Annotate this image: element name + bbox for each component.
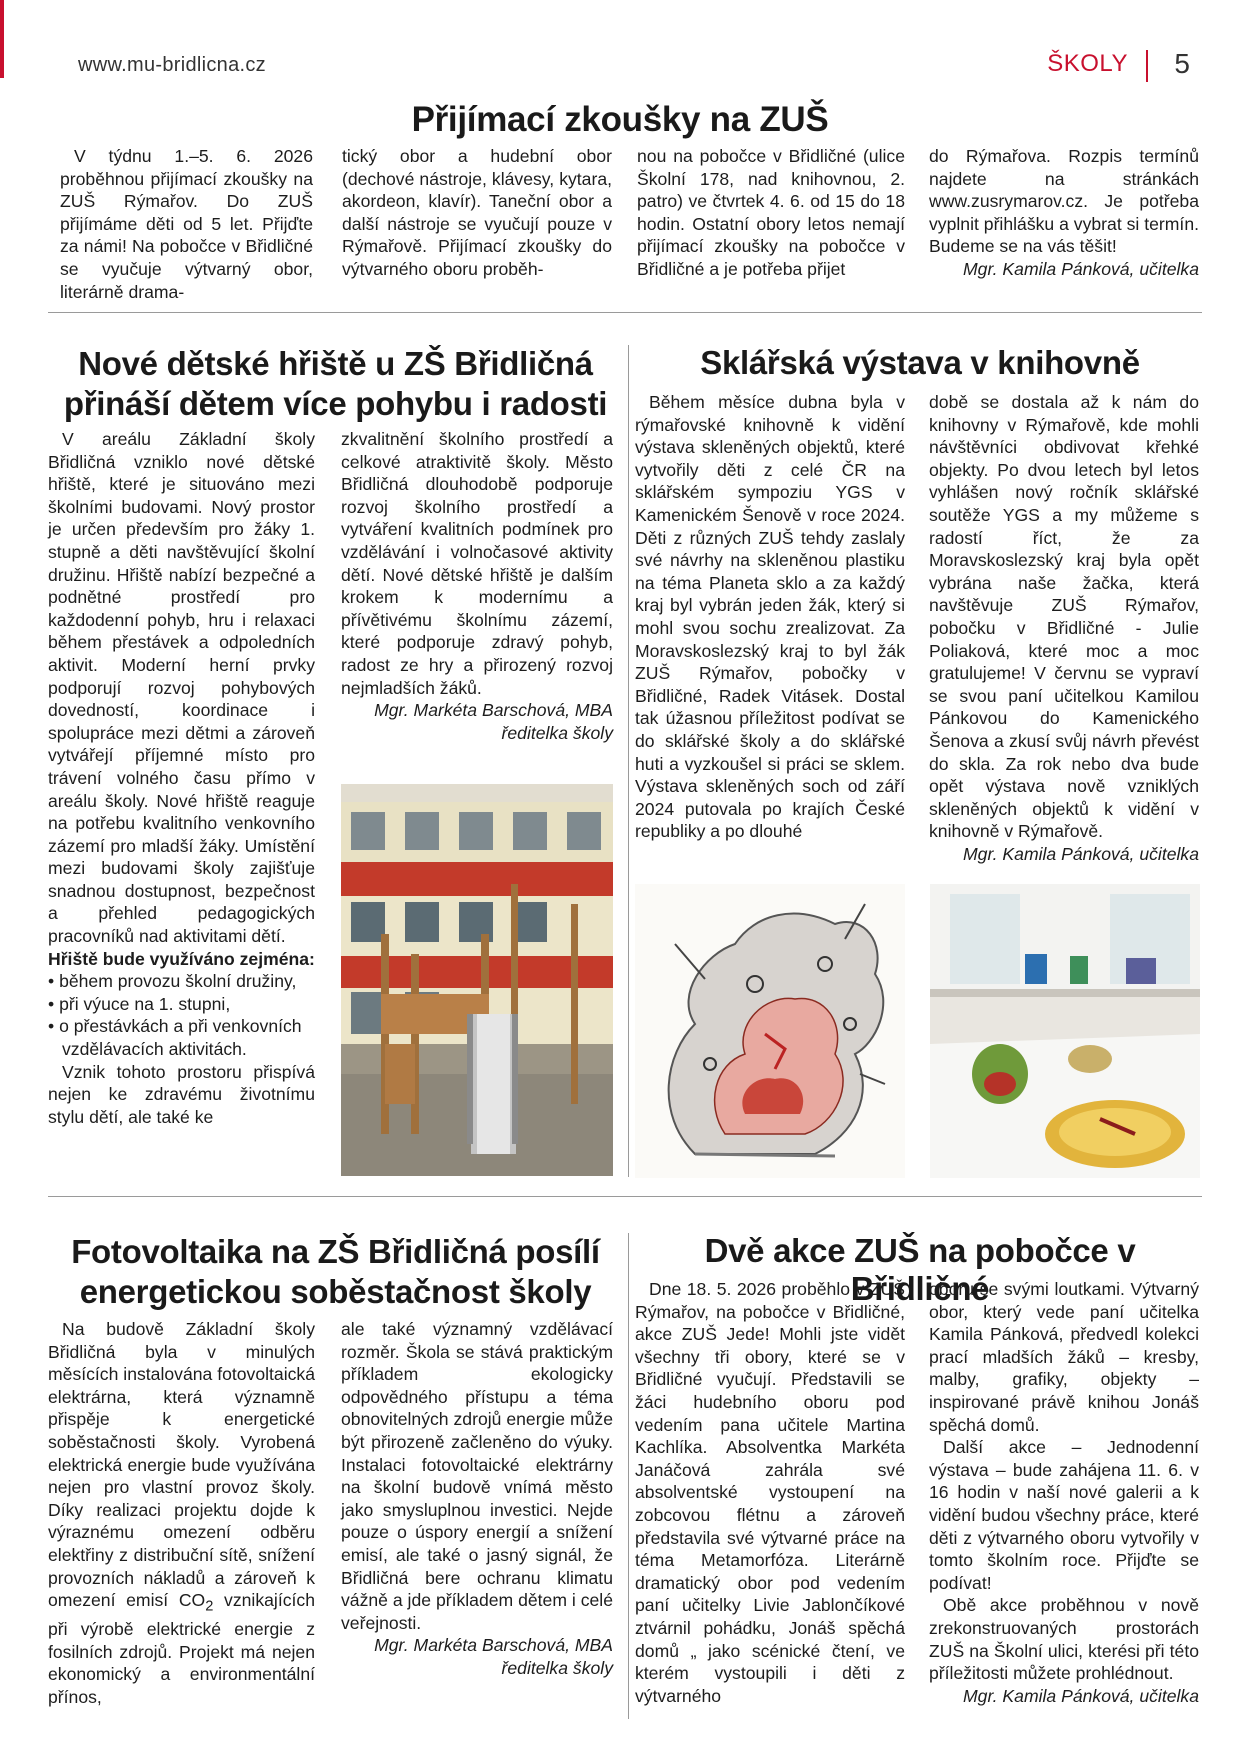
glass-signature: Mgr. Kamila Pánková, učitelka (963, 843, 1199, 864)
column-divider-middle (628, 345, 629, 1177)
article-title-solar: Fotovoltaika na ZŠ Břidličná posílí energetickou soběstačnost školy (71, 1233, 600, 1310)
article-title-glass: Sklářská výstava v knihovně (700, 344, 1140, 381)
playground-signature-name: Mgr. Markéta Barschová, MBA (374, 700, 613, 721)
header-divider (1146, 50, 1148, 82)
glass-col-1: Během měsíce dubna byla v rýmařovské knihovně k vidění výstava skleněných objektů, které vytvořily děti z celé ČR na sklářském sympoziu YGS v Kamenickém Šenově v roce 2024. Děti z různých ZUŠ tehdy zaslaly své návrhy na skleněnou plastiku na téma Planeta sklo a za každý kraj byl vybrán jeden žák, který si mohl svou sochu zrealizovat. Za Moravskoslezský kraj to byl žák ZUŠ Rýmařov, pobočky v Břidličné, Radek Vitásek. Dostal tak úžasnou příležitost podívat se do sklářské školy a do sklářské huti a vyzkoušel si práci se sklem. Výstava skleněných soch od září 2024 putovala po krajích České republiky a po dlouhé (635, 392, 905, 842)
admissions-signature: Mgr. Kamila Pánková, učitelka (963, 258, 1199, 279)
zus-events-col-1: Dne 18. 5. 2026 proběhlo v ZUŠ Rýmařov, na pobočce v Břidličné, akce ZUŠ Jede! Mohli jste vidět všechny tři obory, které se v Břidličné vyučují. Představili se žáci hudebního oboru pod vedením pana učitele Martina Kachlíka. Absolventka Markéta Janáčová zahrála své absolventské vystoupení na zobcovou flétnu a zároveň představila své výtvarné práce na téma Metamorfóza. Literárně dramatický obor pod vedením paní učitelky Livie Jablončíkové ztvárnil pohádku, Jonáš spěchá domů „ jako scénické čtení, ve kterém vystoupili i děti z výtvarného (635, 1279, 905, 1706)
solar-signature-name: Mgr. Markéta Barschová, MBA (374, 1635, 613, 1656)
solar-signature-role: ředitelka školy (501, 1657, 613, 1678)
list-item: • při výuce na 1. stupni, (48, 993, 315, 1016)
playground-col-2: zkvalitnění školního prostředí a celkové atraktivitě školy. Město Břidličná dlouhodobě podporuje rozvoj školního prostředí a vytváření kvalitních podmínek pro vzdělávání i volnočasové aktivity dětí. Nové dětské hřiště je dalším krokem k modernímu a přívětivému školnímu zázemí, které podporuje zdravý pohyb, radost ze hry a přirozený rozvoj nejmladších žáků. Mgr. Markéta Barschová, MBA ředitelka školy (341, 429, 613, 743)
article-title-zus-events: Dvě akce ZUŠ na pobočce v Břidličné (704, 1232, 1136, 1307)
header-section: ŠKOLY (1047, 50, 1128, 77)
list-item: • během provozu školní družiny, (48, 970, 315, 993)
playground-bullet-list (48, 970, 315, 1060)
zus-events-col-2: oboru se svými loutkami. Výtvarný obor, který vede paní učitelka Kamila Pánková, předvedl kolekci prací mladších žáků – kresby, malby, grafiky, objekty – inspirované právě knihou Jonáš spěchá domů. Další akce – Jednodenní výstava – bude zahájena 11. 6. v 16 hodin v naší nové galerii a k vidění budou všechny práce, které děti z výtvarného oboru vytvořily v tomto školním roce. Přijďte se podívat! Obě akce proběhnou v nově zrekonstruovaných prostorách ZUŠ na Školní ulici, kterési při této příležitosti můžete prohlédnout. Mgr. Kamila Pánková, učitelka (929, 1279, 1199, 1706)
admissions-col-2: tický obor a hudební obor (dechové nástroje, klávesy, kytara, akordeon, klavír). Taneční obor a další nástroje se vyučují pouze v Rýmařově. Přijímací zkoušky do výtvarného oboru proběh- (342, 146, 612, 279)
admissions-col-3: nou na pobočce v Břidličné (ulice Školní 178, nad knihovnou, 2. patro) ve čtvrtek 4. 6. od 15 do 18 hodin. Ostatní obory letos nemají přijímací zkoušky na pobočce v Břidličné a je potřeba přijet (637, 146, 905, 279)
article-title-admissions: Přijímací zkoušky na ZUŠ (411, 100, 829, 139)
glass-sculpture-drawing (635, 884, 905, 1178)
playground-bold-label: Hřiště bude využíváno zejména: (48, 948, 315, 969)
solar-col-1: Na budově Základní školy Břidličná byla v minulých měsících instalována fotovoltaická elektrárna, která významně přispěje k energetické soběstačnosti školy. Vyrobená elektrická energie bude využívána nejen pro vlastní provoz školy. Díky realizaci projektu dojde k výraznému omezení odběru elektřiny z distribuční sítě, snížení provozních nákladů a zároveň k omezení emisí $CO_2$ vznikajících při výrobě elektrické energie z fosilních zdrojů. Projekt má nejen ekonomický a environmentální přínos, (48, 1319, 315, 1708)
divider-top (48, 312, 1202, 313)
playground-col-1: V areálu Základní školy Břidličná vzniklo nové dětské hřiště, které je situováno mezi školními budovami. Nový prostor je určen především pro žáky 1. stupně a děti navštěvující školní družinu. Hřiště nabízí bezpečné a podnětné prostředí pro každodenní pohyb, hru i relaxaci během přestávek a odpoledních aktivit. Moderní herní prvky podporují rozvoj pohybových dovedností, koordinace i spolupráce mezi dětmi a zároveň vytvářejí příjemné místo pro trávení volného času přímo v areálu školy. Nové hřiště reaguje na potřebu kvalitního venkovního zázemí pro mladší žáky. Umístění mezi budovami školy zajišťuje snadnou dostupnost, bezpečnost a přehled pedagogických pracovníků nad aktivitami dětí. Hřiště bude využíváno zejména: • během provozu školní družiny, • při výuce na 1. stupni, • o přestávkách a při venkovních vzdělávacích aktivitách. Vznik tohoto prostoru přispívá nejen ke zdravému životnímu stylu dětí, ale také ke (48, 428, 315, 1128)
divider-bottom (48, 1196, 1202, 1197)
column-divider-bottom (628, 1233, 629, 1719)
playground-photo (341, 784, 613, 1176)
co2-subscript: 2 (205, 1598, 214, 1615)
page-number: 5 (1174, 48, 1190, 79)
admissions-col-1: V týdnu 1.–5. 6. 2026 proběhnou přijímací zkoušky na ZUŠ Rýmařov. Do ZUŠ přijímáme děti od 5 let. Přijďte za námi! Na pobočce v Břidličné se vyučuje výtvarný obor, literárně drama- (60, 146, 313, 302)
header-url: www.mu-bridlicna.cz (78, 54, 266, 76)
corner-accent (0, 0, 4, 78)
glass-exhibition-photo (930, 884, 1200, 1178)
solar-col-2: ale také významný vzdělávací rozměr. Škola se stává praktickým příkladem ekologicky odpovědného přístupu a téma obnovitelných zdrojů energie může být přirozeně začleněno do výuky. Instalaci fotovoltaické elektrárny na školní budově vnímá město jako smysluplnou investici. Nejde pouze o úspory energií a snížení emisí, ale také o jasný signál, že Břidličná bere ochranu klimatu vážně a jde příkladem dětem i celé veřejnosti. Mgr. Markéta Barschová, MBA ředitelka školy (341, 1319, 613, 1678)
admissions-col-4: do Rýmařova. Rozpis termínů najdete na stránkách www.zusrymarov.cz. Je potřeba vyplnit přihlášku a vybrat si termín. Budeme se na vás těšit! Mgr. Kamila Pánková, učitelka (929, 146, 1199, 279)
list-item: • o přestávkách a při venkovních vzdělávacích aktivitách. (48, 1015, 315, 1060)
glass-col-2: době se dostala až k nám do knihovny v Rýmařově, kde mohli návštěvníci obdivovat křehké objekty. Po dvou letech byl letos vyhlášen nový ročník sklářské soutěže YGS a my můžeme s radostí říct, že za Moravskoslezský kraj byla opět vybrána naše žačka, která navštěvuje ZUŠ Rýmařov, pobočku v Břidličné - Julie Poliaková, které moc a moc gratulujeme! V červnu se vypraví se svou paní učitelkou Kamilou Pánkovou do Kamenického Šenova a zkusí svůj návrh převést do skla. Za rok nebo dva bude opět výstava nově vzniklých skleněných objektů k vidění v knihovně v Rýmařově. Mgr. Kamila Pánková, učitelka (929, 392, 1199, 864)
playground-signature-role: ředitelka školy (501, 722, 613, 743)
zus-events-signature: Mgr. Kamila Pánková, učitelka (963, 1685, 1199, 1706)
article-title-playground: Nové dětské hřiště u ZŠ Břidličná přináší dětem více pohybu i radosti (63, 345, 608, 422)
